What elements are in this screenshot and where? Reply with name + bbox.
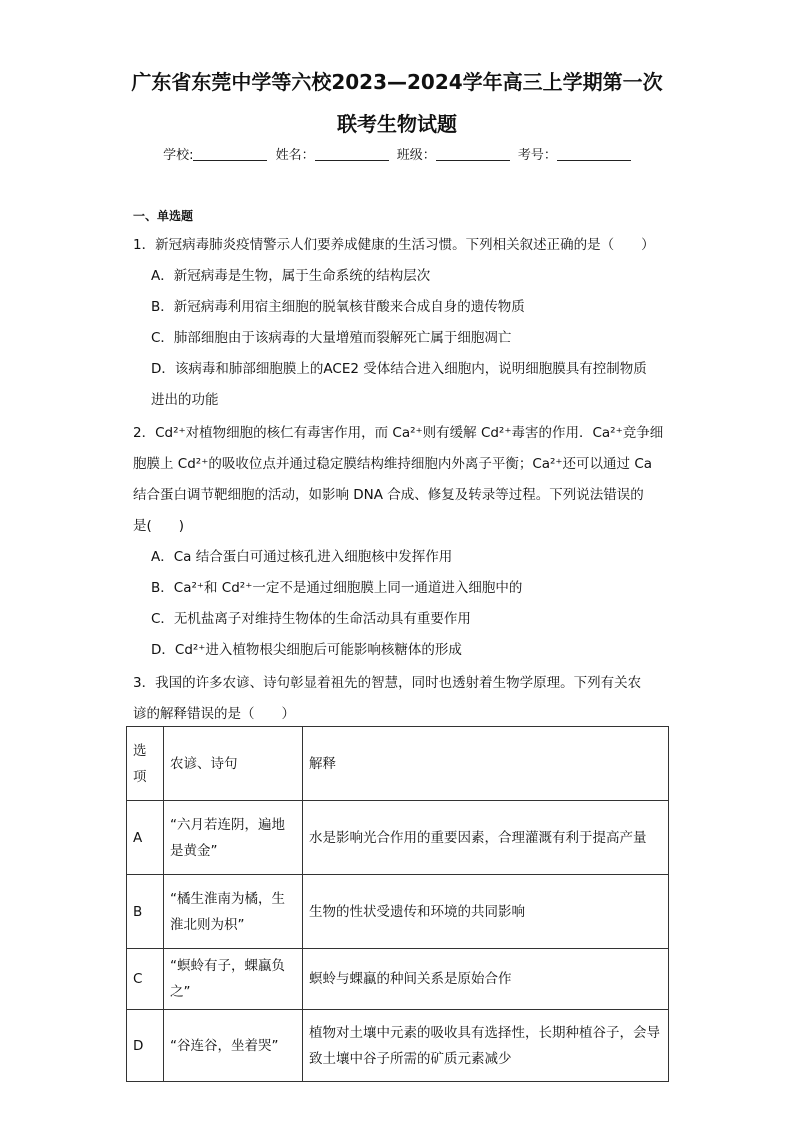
table-cell-explanation: 植物对土壤中元素的吸收具有选择性，长期种植谷子，会导致土壤中谷子所需的矿质元素减少 bbox=[303, 1010, 669, 1082]
question-2-stem-line3: 结合蛋白调节靶细胞的活动，如影响 DNA 合成、修复及转录等过程。下列说法错误的 bbox=[133, 487, 644, 503]
question-2-stem-line2: 胞膜上 Cd²⁺的吸收位点并通过稳定膜结构维持细胞内外离子平衡；Ca²⁺还可以通过 Ca bbox=[133, 456, 653, 472]
school-blank bbox=[193, 148, 267, 161]
name-blank bbox=[315, 148, 389, 161]
question-2-option-d: D．Cd²⁺进入植物根尖细胞后可能影响核糖体的形成 bbox=[151, 642, 462, 658]
number-field bbox=[518, 144, 631, 163]
question-2-stem-line1: 2．Cd²⁺对植物细胞的核仁有毒害作用，而 Ca²⁺则有缓解 Cd²⁺毒害的作用．Ca²⁺竞争细 bbox=[133, 425, 664, 441]
class-blank bbox=[436, 148, 510, 161]
question-2-option-b: B．Ca²⁺和 Cd²⁺一定不是通过细胞膜上同一通道进入细胞中的 bbox=[151, 580, 523, 596]
table-cell-option: C bbox=[127, 949, 164, 1010]
question-2-option-c: C．无机盐离子对维持生物体的生命活动具有重要作用 bbox=[151, 611, 471, 627]
school-field bbox=[163, 144, 267, 163]
table-header-option: 选项 bbox=[127, 727, 164, 801]
table-cell-explanation: 螟蛉与蜾蠃的种间关系是原始合作 bbox=[303, 949, 669, 1010]
table-header-row bbox=[127, 727, 669, 801]
question-3-stem-line2: 谚的解释错误的是（ ） bbox=[133, 706, 295, 722]
class-field bbox=[397, 144, 510, 163]
table-cell-proverb: “六月若连阴，遍地是黄金” bbox=[164, 801, 303, 875]
question-1-option-d-cont: 进出的功能 bbox=[151, 392, 219, 408]
question-1-option-c: C．肺部细胞由于该病毒的大量增殖而裂解死亡属于细胞凋亡 bbox=[151, 330, 512, 346]
question-2-option-a: A．Ca 结合蛋白可通过核孔进入细胞核中发挥作用 bbox=[151, 549, 453, 565]
number-blank bbox=[557, 148, 631, 161]
table-cell-explanation: 生物的性状受遗传和环境的共同影响 bbox=[303, 875, 669, 949]
table-row bbox=[127, 875, 669, 949]
exam-title-line2: 联考生物试题 bbox=[337, 112, 457, 136]
table-cell-proverb: “谷连谷，坐着哭” bbox=[164, 1010, 303, 1082]
table-cell-proverb: “螟蛉有子，蜾蠃负之” bbox=[164, 949, 303, 1010]
table-cell-option: B bbox=[127, 875, 164, 949]
question-1-stem: 1．新冠病毒肺炎疫情警示人们要养成健康的生活习惯。下列相关叙述正确的是（ ） bbox=[133, 237, 655, 253]
table-cell-explanation: 水是影响光合作用的重要因素，合理灌溉有利于提高产量 bbox=[303, 801, 669, 875]
question-1-option-b: B．新冠病毒利用宿主细胞的脱氧核苷酸来合成自身的遗传物质 bbox=[151, 299, 525, 315]
table-row bbox=[127, 949, 669, 1010]
section-title: 一、单选题 bbox=[133, 209, 194, 223]
table-cell-proverb: “橘生淮南为橘，生淮北则为枳” bbox=[164, 875, 303, 949]
question-2-stem-line4: 是( ) bbox=[133, 518, 185, 534]
table-cell-option: A bbox=[127, 801, 164, 875]
table-header-proverb: 农谚、诗句 bbox=[164, 727, 303, 801]
exam-title-line1: 广东省东莞中学等六校2023—2024学年高三上学期第一次 bbox=[131, 70, 663, 94]
table-cell-option: D bbox=[127, 1010, 164, 1082]
school-label: 学校: bbox=[163, 148, 194, 163]
number-label: 考号： bbox=[517, 148, 557, 163]
name-label: 姓名： bbox=[275, 148, 315, 163]
question-1-option-a: A．新冠病毒是生物，属于生命系统的结构层次 bbox=[151, 268, 431, 284]
class-label: 班级： bbox=[396, 148, 436, 163]
question-3-stem-line1: 3．我国的许多农谚、诗句彰显着祖先的智慧，同时也透射着生物学原理。下列有关农 bbox=[133, 675, 642, 691]
table-header-explanation: 解释 bbox=[303, 727, 669, 801]
student-info-row bbox=[0, 144, 794, 163]
proverb-table bbox=[126, 726, 669, 1082]
name-field bbox=[276, 144, 389, 163]
table-row bbox=[127, 1010, 669, 1082]
table-row bbox=[127, 801, 669, 875]
question-1-option-d: D．该病毒和肺部细胞膜上的ACE2 受体结合进入细胞内，说明细胞膜具有控制物质 bbox=[151, 361, 647, 377]
